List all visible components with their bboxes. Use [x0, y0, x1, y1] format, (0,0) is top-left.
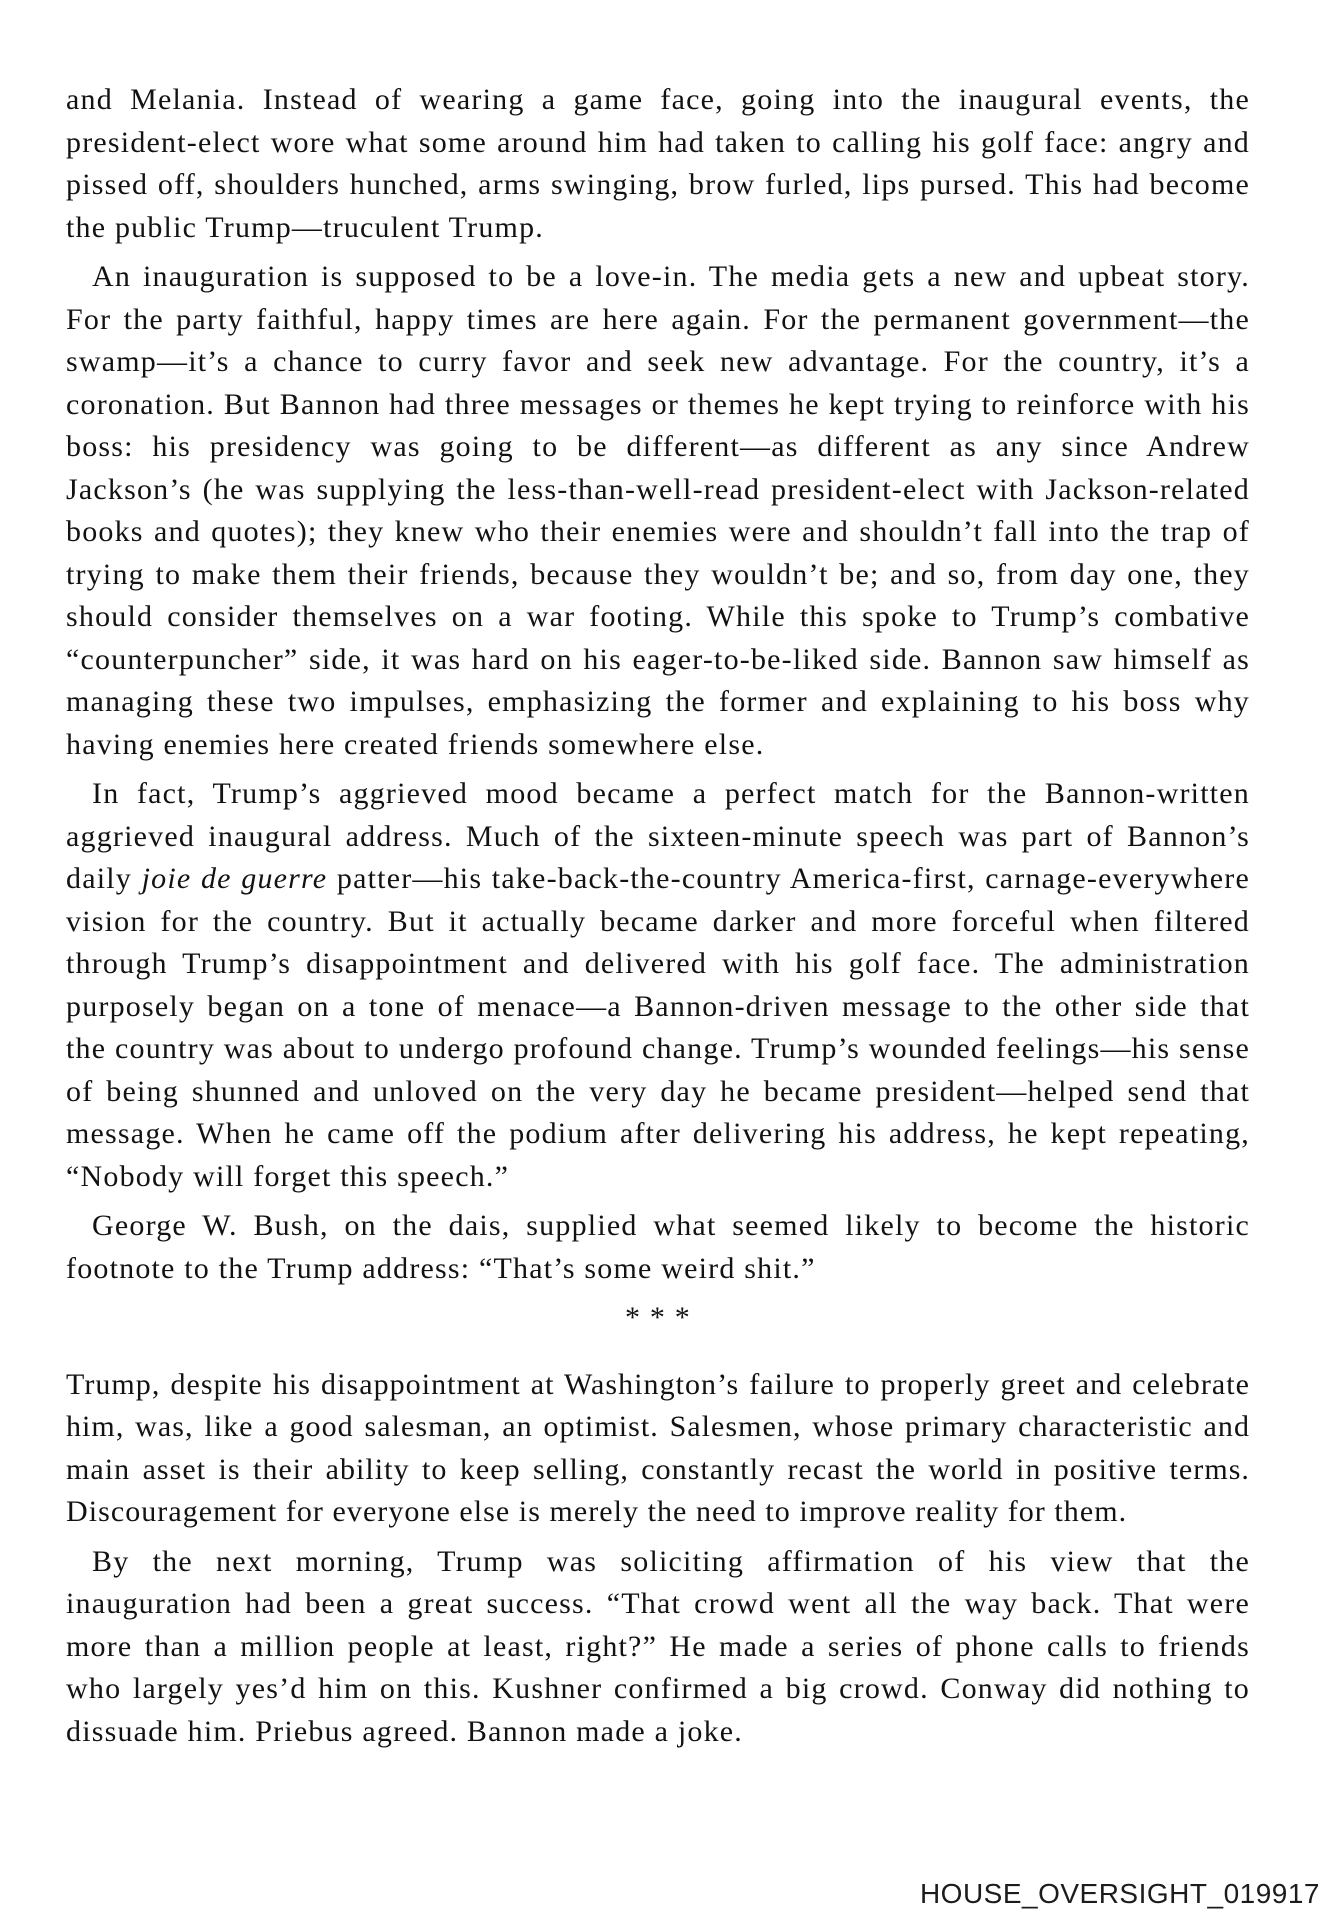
section-break: * * *: [625, 1301, 691, 1334]
paragraph-3-text-before-italic: In fact, Trump’s aggrieved mood became a perfect match for the Bannon-written aggrieved inaugural address. Much of the sixteen-minute speech was part of Bannon’s daily: [66, 777, 1250, 895]
paragraph-6: By the next morning, Trump was soliciting affirmation of his view that the inauguration had been a great success. “That crowd went all the way back. That were more than a million people at least, right?” He made a series of phone calls to friends who largely yes’d him on this. Kushner confirmed a big crowd. Conway did nothing to dissuade him. Priebus agreed. Bannon made a joke.: [66, 1544, 1250, 1748]
paragraph-1: and Melania. Instead of wearing a game face, going into the inaugural events, the president-elect wore what some around him had taken to calling his golf face: angry and pissed off, shoulders hunched, arms swinging, brow furled, lips pursed. This had become the public Trump—truculent Trump.: [66, 83, 1250, 244]
italic-phrase: joie de guerre: [141, 862, 328, 895]
paragraph-2: An inauguration is supposed to be a love-in. The media gets a new and upbeat story. For the party faithful, happy times are here again. For the permanent government—the swamp—it’s a chance to curry favor and seek new advantage. For the country, it’s a coronation. But Bannon had three messages or themes he kept trying to reinforce with his boss: his presidency was going to be different—as different as any since Andrew Jackson’s (he was supplying the less-than-well-read president-elect with Jackson-related books and quotes); they knew who their enemies were and shouldn’t fall into the trap of trying to make them their friends, because they wouldn’t be; and so, from day one, they should consider themselves on a war footing. While this spoke to Trump’s combative “counterpuncher” side, it was hard on his eager-to-be-liked side. Bannon saw himself as managing these two impulses, emphasizing the former and explaining to his boss why having enemies here created friends somewhere else.: [66, 260, 1250, 761]
page-text-block: [66, 79, 1250, 1760]
paragraph-3: [66, 773, 1250, 1198]
paragraph-5: Trump, despite his disappointment at Washington’s failure to properly greet and celebrate him, was, like a good salesman, an optimist. Salesmen, whose primary characteristic and main asset is their ability to keep selling, constantly recast the world in positive terms. Discouragement for everyone else is merely the need to improve reality for them.: [66, 1367, 1250, 1528]
bates-stamp: HOUSE_OVERSIGHT_019917: [919, 1878, 1320, 1909]
paragraph-3-text-after-italic: patter—his take-back-the-country America-first, carnage-everywhere vision for the country. But it actually became darker and more forceful when filtered through Trump’s disappointment and delivered with his golf face. The administration purposely began on a tone of menace—a Bannon-driven message to the other side that the country was about to undergo profound change. Trump’s wounded feelings—his sense of being shunned and unloved on the very day he became president—helped send that message. When he came off the podium after delivering his address, he kept repeating, “Nobody will forget this speech.”: [66, 862, 1251, 1193]
paragraph-4: George W. Bush, on the dais, supplied what seemed likely to become the historic footnote to the Trump address: “That’s some weird shit.”: [66, 1209, 1250, 1285]
